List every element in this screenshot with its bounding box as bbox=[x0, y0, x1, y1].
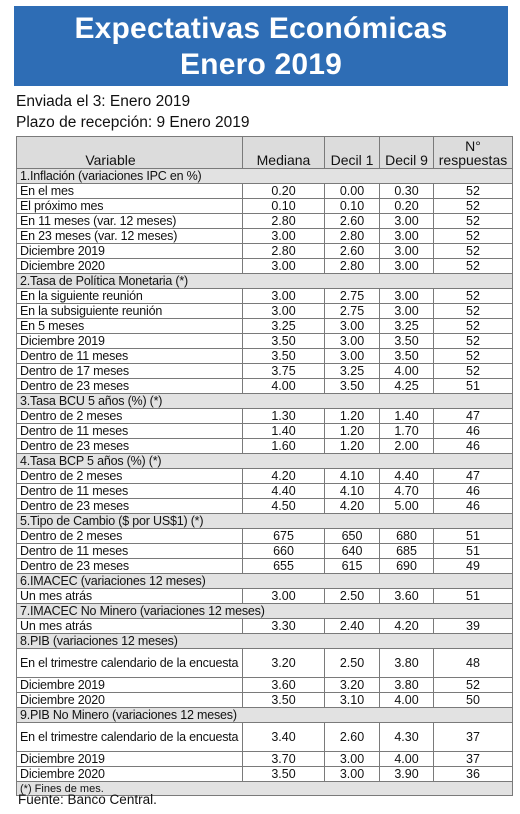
cell-label: Dentro de 23 meses bbox=[17, 559, 243, 574]
cell-label: Dentro de 2 meses bbox=[17, 409, 243, 424]
table-row bbox=[17, 649, 513, 678]
table-row bbox=[17, 559, 513, 574]
cell-decil-9: 0.30 bbox=[380, 184, 434, 199]
cell-decil-1: 3.00 bbox=[325, 319, 380, 334]
cell-mediana: 3.70 bbox=[243, 752, 325, 767]
table-row bbox=[17, 544, 513, 559]
cell-decil-1: 1.20 bbox=[325, 439, 380, 454]
cell-decil-1: 3.50 bbox=[325, 379, 380, 394]
title-banner bbox=[14, 6, 508, 86]
cell-label: Un mes atrás bbox=[17, 619, 243, 634]
cell-mediana: 3.60 bbox=[243, 678, 325, 693]
table-row bbox=[17, 678, 513, 693]
table-row bbox=[17, 409, 513, 424]
cell-respuestas: 52 bbox=[434, 244, 513, 259]
cell-decil-9: 2.00 bbox=[380, 439, 434, 454]
cell-mediana: 2.80 bbox=[243, 214, 325, 229]
cell-label: Dentro de 11 meses bbox=[17, 544, 243, 559]
cell-decil-1: 3.00 bbox=[325, 334, 380, 349]
cell-decil-9: 690 bbox=[380, 559, 434, 574]
footnote: (*) Fines de mes. bbox=[17, 782, 513, 796]
cell-decil-1: 4.10 bbox=[325, 469, 380, 484]
cell-respuestas: 49 bbox=[434, 559, 513, 574]
cell-decil-1: 3.10 bbox=[325, 693, 380, 708]
cell-decil-1: 4.10 bbox=[325, 484, 380, 499]
cell-decil-9: 3.00 bbox=[380, 229, 434, 244]
table-row bbox=[17, 244, 513, 259]
table-row bbox=[17, 469, 513, 484]
table-row bbox=[17, 589, 513, 604]
cell-mediana: 4.50 bbox=[243, 499, 325, 514]
cell-mediana: 3.00 bbox=[243, 589, 325, 604]
cell-respuestas: 52 bbox=[434, 214, 513, 229]
cell-respuestas: 37 bbox=[434, 752, 513, 767]
cell-mediana: 0.20 bbox=[243, 184, 325, 199]
cell-decil-1: 2.75 bbox=[325, 289, 380, 304]
section-title: 1.Inflación (variaciones IPC en %) bbox=[17, 169, 513, 184]
cell-decil-9: 680 bbox=[380, 529, 434, 544]
section-header-row bbox=[17, 604, 513, 619]
cell-decil-1: 2.40 bbox=[325, 619, 380, 634]
cell-respuestas: 46 bbox=[434, 499, 513, 514]
cell-decil-1: 0.00 bbox=[325, 184, 380, 199]
cell-mediana: 4.40 bbox=[243, 484, 325, 499]
cell-mediana: 675 bbox=[243, 529, 325, 544]
section-header-row bbox=[17, 274, 513, 289]
section-header-row bbox=[17, 574, 513, 589]
title-line-2: Enero 2019 bbox=[179, 48, 343, 81]
sent-date: Enviada el 3: Enero 2019 bbox=[16, 93, 191, 110]
column-header-n: N° bbox=[465, 138, 481, 154]
cell-decil-1: 3.25 bbox=[325, 364, 380, 379]
cell-mediana: 4.00 bbox=[243, 379, 325, 394]
section-title: 5.Tipo de Cambio ($ por US$1) (*) bbox=[17, 514, 513, 529]
cell-label: Dentro de 11 meses bbox=[17, 484, 243, 499]
cell-respuestas: 36 bbox=[434, 767, 513, 782]
cell-decil-1: 650 bbox=[325, 529, 380, 544]
cell-label: Dentro de 23 meses bbox=[17, 499, 243, 514]
table-row bbox=[17, 364, 513, 379]
cell-respuestas: 52 bbox=[434, 349, 513, 364]
cell-decil-9: 3.00 bbox=[380, 289, 434, 304]
cell-mediana: 3.00 bbox=[243, 289, 325, 304]
cell-decil-9: 5.00 bbox=[380, 499, 434, 514]
cell-decil-9: 3.90 bbox=[380, 767, 434, 782]
cell-decil-1: 3.00 bbox=[325, 752, 380, 767]
cell-decil-9: 4.25 bbox=[380, 379, 434, 394]
table-row bbox=[17, 619, 513, 634]
cell-label: Diciembre 2020 bbox=[17, 767, 243, 782]
table-header-row bbox=[17, 137, 513, 169]
cell-respuestas: 48 bbox=[434, 649, 513, 678]
cell-decil-9: 3.00 bbox=[380, 259, 434, 274]
table-row bbox=[17, 319, 513, 334]
cell-respuestas: 52 bbox=[434, 259, 513, 274]
cell-decil-9: 3.50 bbox=[380, 334, 434, 349]
cell-respuestas: 51 bbox=[434, 529, 513, 544]
table-row bbox=[17, 723, 513, 752]
cell-mediana: 3.50 bbox=[243, 349, 325, 364]
table-row bbox=[17, 379, 513, 394]
cell-decil-9: 4.00 bbox=[380, 693, 434, 708]
cell-mediana: 655 bbox=[243, 559, 325, 574]
table-row bbox=[17, 752, 513, 767]
source-note: Fuente: Banco Central. bbox=[18, 792, 157, 807]
cell-mediana: 0.10 bbox=[243, 199, 325, 214]
cell-respuestas: 52 bbox=[434, 319, 513, 334]
cell-label: En el trimestre calendario de la encuesta bbox=[17, 723, 243, 752]
cell-decil-1: 2.50 bbox=[325, 589, 380, 604]
table-body bbox=[17, 169, 513, 782]
cell-mediana: 1.60 bbox=[243, 439, 325, 454]
table-row bbox=[17, 349, 513, 364]
cell-label: En la siguiente reunión bbox=[17, 289, 243, 304]
cell-label: En la subsiguiente reunión bbox=[17, 304, 243, 319]
table-row bbox=[17, 484, 513, 499]
cell-respuestas: 52 bbox=[434, 199, 513, 214]
cell-respuestas: 51 bbox=[434, 544, 513, 559]
cell-decil-9: 3.00 bbox=[380, 244, 434, 259]
cell-respuestas: 47 bbox=[434, 469, 513, 484]
cell-label: Diciembre 2019 bbox=[17, 678, 243, 693]
cell-label: Dentro de 11 meses bbox=[17, 424, 243, 439]
cell-respuestas: 52 bbox=[434, 304, 513, 319]
column-header-mediana: Mediana bbox=[243, 137, 325, 169]
cell-decil-9: 685 bbox=[380, 544, 434, 559]
column-header-respuestas bbox=[434, 137, 513, 169]
cell-label: Diciembre 2019 bbox=[17, 752, 243, 767]
cell-mediana: 3.50 bbox=[243, 693, 325, 708]
cell-respuestas: 52 bbox=[434, 364, 513, 379]
cell-decil-1: 2.75 bbox=[325, 304, 380, 319]
section-title: 6.IMACEC (variaciones 12 meses) bbox=[17, 574, 513, 589]
cell-mediana: 3.00 bbox=[243, 229, 325, 244]
table-row bbox=[17, 304, 513, 319]
section-header-row bbox=[17, 514, 513, 529]
cell-respuestas: 52 bbox=[434, 229, 513, 244]
table-row bbox=[17, 289, 513, 304]
cell-decil-9: 3.00 bbox=[380, 304, 434, 319]
section-header-row bbox=[17, 634, 513, 649]
table-row bbox=[17, 259, 513, 274]
cell-mediana: 660 bbox=[243, 544, 325, 559]
table-row bbox=[17, 424, 513, 439]
cell-label: Diciembre 2020 bbox=[17, 693, 243, 708]
cell-mediana: 4.20 bbox=[243, 469, 325, 484]
cell-decil-9: 3.80 bbox=[380, 649, 434, 678]
cell-decil-9: 3.60 bbox=[380, 589, 434, 604]
cell-decil-9: 4.30 bbox=[380, 723, 434, 752]
cell-respuestas: 52 bbox=[434, 334, 513, 349]
cell-decil-1: 640 bbox=[325, 544, 380, 559]
cell-decil-1: 2.80 bbox=[325, 259, 380, 274]
cell-respuestas: 47 bbox=[434, 409, 513, 424]
cell-label: En 11 meses (var. 12 meses) bbox=[17, 214, 243, 229]
cell-label: Dentro de 2 meses bbox=[17, 529, 243, 544]
cell-decil-1: 2.50 bbox=[325, 649, 380, 678]
table-row bbox=[17, 767, 513, 782]
cell-respuestas: 46 bbox=[434, 484, 513, 499]
cell-label: En 23 meses (var. 12 meses) bbox=[17, 229, 243, 244]
cell-decil-1: 2.80 bbox=[325, 229, 380, 244]
cell-mediana: 3.30 bbox=[243, 619, 325, 634]
cell-respuestas: 39 bbox=[434, 619, 513, 634]
table-row bbox=[17, 229, 513, 244]
cell-decil-1: 3.20 bbox=[325, 678, 380, 693]
table-row bbox=[17, 199, 513, 214]
title-line-1: Expectativas Económicas bbox=[74, 12, 448, 45]
column-header-decil-9: Decil 9 bbox=[380, 137, 434, 169]
cell-decil-9: 3.25 bbox=[380, 319, 434, 334]
cell-label: Diciembre 2019 bbox=[17, 334, 243, 349]
section-title: 9.PIB No Minero (variaciones 12 meses) bbox=[17, 708, 513, 723]
cell-mediana: 3.75 bbox=[243, 364, 325, 379]
cell-label: Dentro de 11 meses bbox=[17, 349, 243, 364]
cell-decil-1: 2.60 bbox=[325, 214, 380, 229]
cell-decil-1: 615 bbox=[325, 559, 380, 574]
cell-decil-9: 3.50 bbox=[380, 349, 434, 364]
table-row bbox=[17, 334, 513, 349]
cell-decil-9: 0.20 bbox=[380, 199, 434, 214]
table-row bbox=[17, 214, 513, 229]
cell-respuestas: 52 bbox=[434, 184, 513, 199]
section-header-row bbox=[17, 394, 513, 409]
cell-respuestas: 51 bbox=[434, 379, 513, 394]
expectations-table-container bbox=[16, 136, 512, 795]
cell-decil-1: 2.60 bbox=[325, 244, 380, 259]
cell-decil-9: 4.40 bbox=[380, 469, 434, 484]
cell-decil-9: 4.70 bbox=[380, 484, 434, 499]
section-header-row bbox=[17, 708, 513, 723]
section-title: 4.Tasa BCP 5 años (%) (*) bbox=[17, 454, 513, 469]
cell-mediana: 2.80 bbox=[243, 244, 325, 259]
cell-label: Diciembre 2020 bbox=[17, 259, 243, 274]
cell-decil-9: 4.20 bbox=[380, 619, 434, 634]
cell-respuestas: 46 bbox=[434, 439, 513, 454]
cell-respuestas: 46 bbox=[434, 424, 513, 439]
section-header-row bbox=[17, 169, 513, 184]
cell-decil-1: 0.10 bbox=[325, 199, 380, 214]
section-title: 8.PIB (variaciones 12 meses) bbox=[17, 634, 513, 649]
cell-mediana: 3.00 bbox=[243, 304, 325, 319]
column-header-variable: Variable bbox=[17, 137, 243, 169]
cell-respuestas: 37 bbox=[434, 723, 513, 752]
cell-label: En el trimestre calendario de la encuesta bbox=[17, 649, 243, 678]
cell-label: Dentro de 2 meses bbox=[17, 469, 243, 484]
cell-label: Dentro de 17 meses bbox=[17, 364, 243, 379]
cell-label: En 5 meses bbox=[17, 319, 243, 334]
cell-respuestas: 52 bbox=[434, 289, 513, 304]
cell-decil-1: 2.60 bbox=[325, 723, 380, 752]
cell-respuestas: 52 bbox=[434, 678, 513, 693]
cell-mediana: 3.20 bbox=[243, 649, 325, 678]
cell-decil-9: 4.00 bbox=[380, 364, 434, 379]
cell-decil-1: 1.20 bbox=[325, 409, 380, 424]
cell-decil-1: 3.00 bbox=[325, 767, 380, 782]
section-title: 2.Tasa de Política Monetaria (*) bbox=[17, 274, 513, 289]
cell-label: Dentro de 23 meses bbox=[17, 379, 243, 394]
cell-decil-9: 1.40 bbox=[380, 409, 434, 424]
cell-mediana: 3.25 bbox=[243, 319, 325, 334]
column-header-respuestas-label: respuestas bbox=[438, 152, 508, 168]
cell-mediana: 3.00 bbox=[243, 259, 325, 274]
cell-decil-9: 3.80 bbox=[380, 678, 434, 693]
section-title: 7.IMACEC No Minero (variaciones 12 meses) bbox=[17, 604, 513, 619]
table-row bbox=[17, 184, 513, 199]
cell-label: Dentro de 23 meses bbox=[17, 439, 243, 454]
cell-label: En el mes bbox=[17, 184, 243, 199]
cell-decil-9: 1.70 bbox=[380, 424, 434, 439]
cell-mediana: 1.30 bbox=[243, 409, 325, 424]
cell-respuestas: 50 bbox=[434, 693, 513, 708]
cell-respuestas: 51 bbox=[434, 589, 513, 604]
expectations-table bbox=[16, 136, 513, 796]
cell-decil-1: 1.20 bbox=[325, 424, 380, 439]
reception-deadline: Plazo de recepción: 9 Enero 2019 bbox=[16, 114, 250, 131]
section-header-row bbox=[17, 454, 513, 469]
cell-label: Un mes atrás bbox=[17, 589, 243, 604]
cell-decil-9: 3.00 bbox=[380, 214, 434, 229]
cell-decil-1: 3.00 bbox=[325, 349, 380, 364]
cell-mediana: 3.50 bbox=[243, 334, 325, 349]
section-title: 3.Tasa BCU 5 años (%) (*) bbox=[17, 394, 513, 409]
table-row bbox=[17, 529, 513, 544]
cell-label: El próximo mes bbox=[17, 199, 243, 214]
table-row bbox=[17, 439, 513, 454]
cell-decil-9: 4.00 bbox=[380, 752, 434, 767]
cell-label: Diciembre 2019 bbox=[17, 244, 243, 259]
cell-mediana: 3.40 bbox=[243, 723, 325, 752]
table-row bbox=[17, 693, 513, 708]
cell-mediana: 1.40 bbox=[243, 424, 325, 439]
column-header-decil-1: Decil 1 bbox=[325, 137, 380, 169]
cell-decil-1: 4.20 bbox=[325, 499, 380, 514]
cell-mediana: 3.50 bbox=[243, 767, 325, 782]
table-row bbox=[17, 499, 513, 514]
